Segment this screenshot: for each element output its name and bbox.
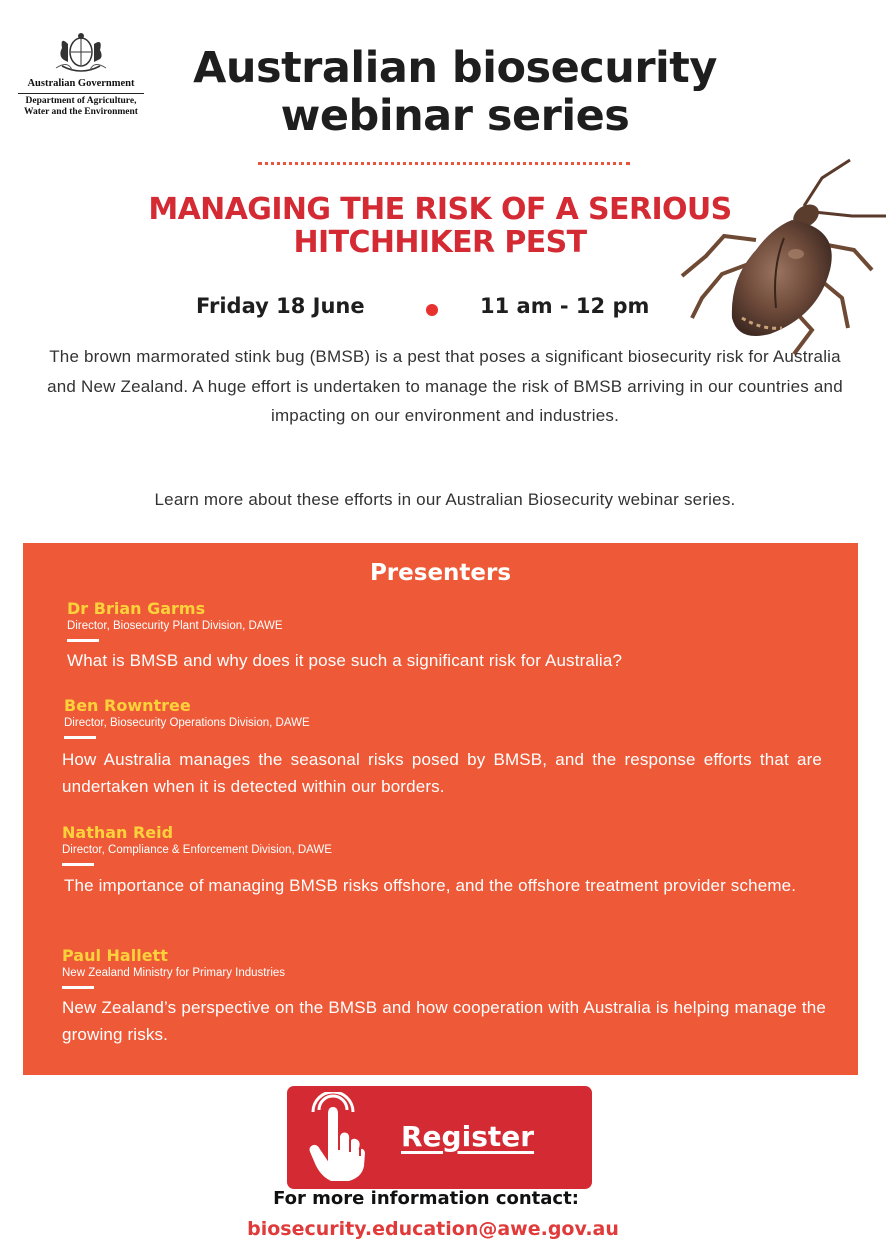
presenter-topic: How Australia manages the seasonal risks posed by BMSB, and the response efforts that are undertaken when it is detected within our borders.	[62, 750, 822, 796]
presenter-divider	[67, 639, 99, 642]
register-label[interactable]: Register	[401, 1120, 535, 1153]
presenter-name: Nathan Reid	[62, 823, 174, 842]
event-datetime	[150, 294, 710, 324]
presenter-divider	[62, 986, 94, 989]
presenters-heading: Presenters	[369, 560, 512, 586]
contact-label: For more information contact:	[273, 1188, 579, 1209]
presenter-name: Paul Hallett	[62, 946, 168, 965]
register-button[interactable]	[287, 1086, 592, 1189]
presenter-topic: What is BMSB and why does it pose such a significant risk for Australia?	[67, 651, 623, 670]
event-time: 11 am - 12 pm	[480, 294, 650, 318]
presenter-role: Director, Biosecurity Operations Division, DAWE	[64, 717, 310, 729]
presenter-divider	[64, 736, 96, 739]
department-name: Department of Agriculture, Water and the Environment	[24, 96, 138, 117]
page-subtitle: MANAGING THE RISK OF A SERIOUS HITCHHIKER PEST	[148, 192, 732, 260]
presenter-topic: New Zealand’s perspective on the BMSB and how cooperation with Australia is helping manage the growing risks.	[62, 998, 826, 1044]
intro-paragraph: The brown marmorated stink bug (BMSB) is a pest that poses a significant biosecurity risk for Australia and New Zealand. A huge effort is undertaken to manage the risk of BMSB arriving in our countries and impacting on our environment and industries.	[47, 347, 843, 425]
presenter-role: Director, Compliance & Enforcement Division, DAWE	[62, 844, 332, 856]
presenter-name: Ben Rowntree	[64, 696, 191, 715]
event-date: Friday 18 June	[196, 294, 365, 318]
presenter-role: New Zealand Ministry for Primary Industries	[62, 967, 286, 979]
contact-email-link[interactable]: biosecurity.education@awe.gov.au	[247, 1218, 619, 1240]
government-logo	[14, 30, 148, 118]
government-name: Australian Government	[27, 78, 135, 89]
presenter-role: Director, Biosecurity Plant Division, DAWE	[67, 620, 283, 632]
page-title: Australian biosecurity webinar series	[193, 43, 717, 141]
presenter-name: Dr Brian Garms	[67, 599, 206, 618]
logo-divider	[18, 93, 144, 94]
presenter-topic: The importance of managing BMSB risks offshore, and the offshore treatment provider scheme.	[64, 876, 797, 895]
stink-bug-image	[672, 158, 890, 358]
separator-dot	[426, 304, 438, 316]
presenter-divider	[62, 863, 94, 866]
coat-of-arms-icon	[48, 30, 114, 76]
learn-more-text: Learn more about these efforts in our Australian Biosecurity webinar series.	[154, 490, 736, 509]
dotted-divider	[258, 162, 630, 165]
presenters-panel	[23, 543, 858, 1075]
tap-hand-icon	[305, 1092, 369, 1184]
